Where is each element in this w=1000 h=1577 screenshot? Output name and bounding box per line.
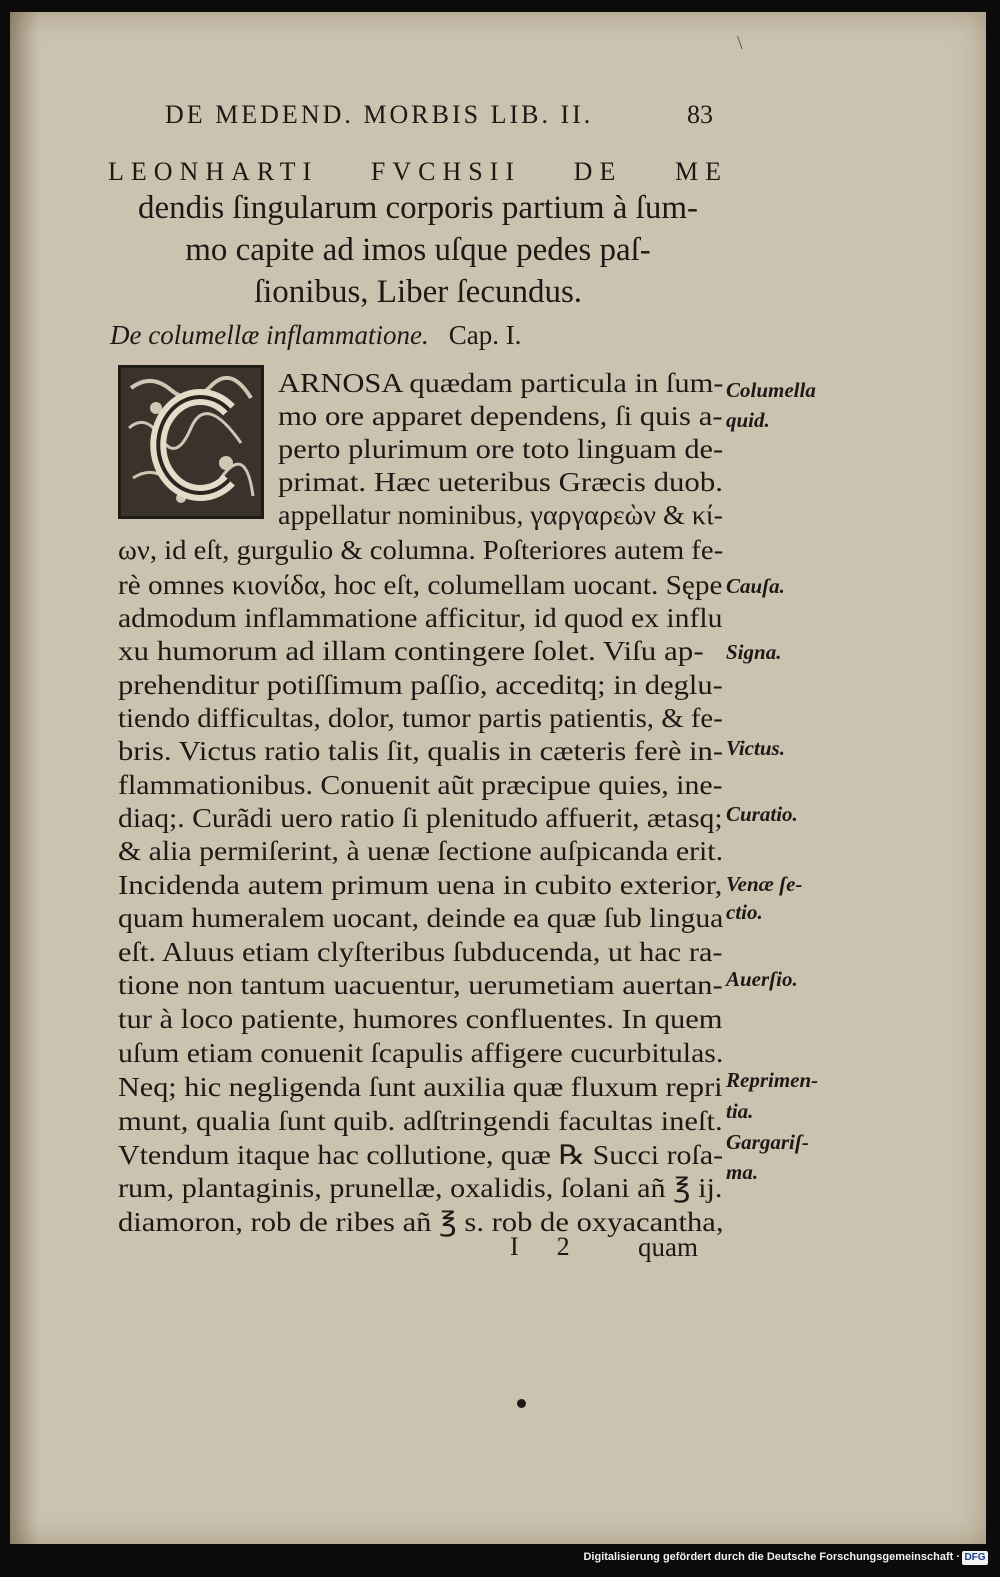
margin-note: Auerſio. — [726, 967, 798, 991]
body-line: uſum etiam conuenit ſcapulis affigere cucurbitulas. — [118, 1038, 724, 1068]
body-line: Vtendum itaque hac collutione, quæ ℞ Succi roſa- — [118, 1140, 724, 1170]
title-line-2: mo capite ad imos uſque pedes paſ- — [185, 232, 651, 268]
body-line: rum, plantaginis, prunellæ, oxalidis, ſolani añ ℥ ij. — [118, 1173, 723, 1203]
body-line: mo ore apparet dependens, ſi quis a- — [278, 401, 723, 431]
margin-note: Cauſa. — [726, 574, 785, 598]
margin-note: quid. — [726, 408, 770, 432]
body-line: tiendo difficultas, dolor, tumor partis patientis, & fe- — [118, 703, 723, 733]
margin-note: Victus. — [726, 736, 785, 760]
signature-letter: I — [510, 1232, 519, 1261]
body-line: tione non tantum uacuentur, uerumetiam auertan- — [118, 970, 723, 1000]
body-line: Neq; hic negligenda ſunt auxilia quæ fluxum repri — [118, 1072, 723, 1102]
body-line: prehenditur potiſſimum paſſio, acceditq; in deglu- — [118, 670, 723, 700]
margin-note: tia. — [726, 1099, 754, 1123]
body-line: bris. Victus ratio talis ſit, qualis in cæteris ferè in- — [118, 736, 724, 766]
body-line: Incidenda autem primum uena in cubito exterior, — [118, 870, 723, 900]
body-line: ων, id eſt, gurgulio & columna. Poſteriores autem fe- — [118, 535, 724, 565]
pencil-mark: \ — [737, 32, 743, 54]
margin-note: Columella — [726, 378, 816, 402]
body-line: perto plurimum ore toto linguam de- — [278, 434, 724, 464]
body-line: eſt. Aluus etiam clyſteribus ſubducenda, ut hac ra- — [118, 937, 723, 967]
title-block — [108, 157, 728, 313]
body-line: tur à loco patiente, humores confluentes. In quem — [118, 1004, 723, 1034]
dfg-logo-icon: DFG — [962, 1551, 988, 1565]
body-line: appellatur nominibus, γαργαρεὼν & κί- — [278, 500, 723, 530]
body-line: & alia permiſerint, à uenæ ſectione auſpicanda erit. — [118, 836, 724, 866]
body-line: admodum inflammatione afficitur, id quod ex influ — [118, 603, 723, 633]
chapter-heading — [110, 320, 710, 351]
digitization-credit: Digitalisierung gefördert durch die Deutsche Forschungsgemeinschaft · — [583, 1551, 960, 1563]
body-line: primat. Hæc ueteribus Græcis duob. — [278, 467, 723, 497]
running-head: DE MEDEND. MORBIS LIB. II. — [165, 100, 594, 129]
body-line: flammationibus. Conuenit aũt præcipue quies, ine- — [118, 770, 723, 800]
catchword: quam — [638, 1232, 698, 1262]
ink-spot — [517, 1399, 526, 1408]
chapter-number: Cap. I. — [448, 320, 522, 350]
body-line: diamoron, rob de ribes añ ℥ s. rob de oxyacantha, — [118, 1207, 724, 1237]
chapter-title: De columellæ inflammatione. — [110, 320, 429, 350]
signature-number: 2 — [556, 1232, 570, 1261]
margin-note: Curatio. — [726, 802, 798, 826]
body-line: quam humeralem uocant, deinde ea quæ ſub lingua — [118, 903, 724, 933]
title-line-1: dendis ſingularum corporis partium à ſum- — [138, 190, 698, 226]
book-page — [10, 12, 986, 1544]
body-line: rè omnes κιονίδα, hoc eſt, columellam uocant. Sępe — [118, 570, 723, 600]
title-line-3: ſionibus, Liber ſecundus. — [253, 274, 583, 310]
signature-mark — [510, 1232, 608, 1262]
margin-note: Reprimen- — [726, 1068, 819, 1092]
margin-note: Gargariſ- — [726, 1130, 809, 1154]
body-line: xu humorum ad illam contingere ſolet. Viſu ap- — [118, 636, 704, 666]
body-line: munt, qualia ſunt quib. adſtringendi facultas ineſt. — [118, 1106, 723, 1136]
body-line: ARNOSA quædam particula in ſum- — [278, 368, 724, 398]
margin-note: ma. — [726, 1160, 759, 1184]
page-number: 83 — [687, 100, 713, 129]
decorated-initial-c — [118, 365, 264, 519]
margin-note: Signa. — [726, 640, 782, 664]
title-caps-line: LEONHARTI FVCHSII DE ME — [108, 157, 728, 186]
margin-note: Venæ ſe- — [726, 872, 803, 896]
margin-note: ctio. — [726, 900, 763, 924]
body-line: diaq;. Curãdi uero ratio ſi plenitudo affuerit, ætasq; — [118, 803, 723, 833]
woodcut-initial-icon — [121, 368, 261, 516]
